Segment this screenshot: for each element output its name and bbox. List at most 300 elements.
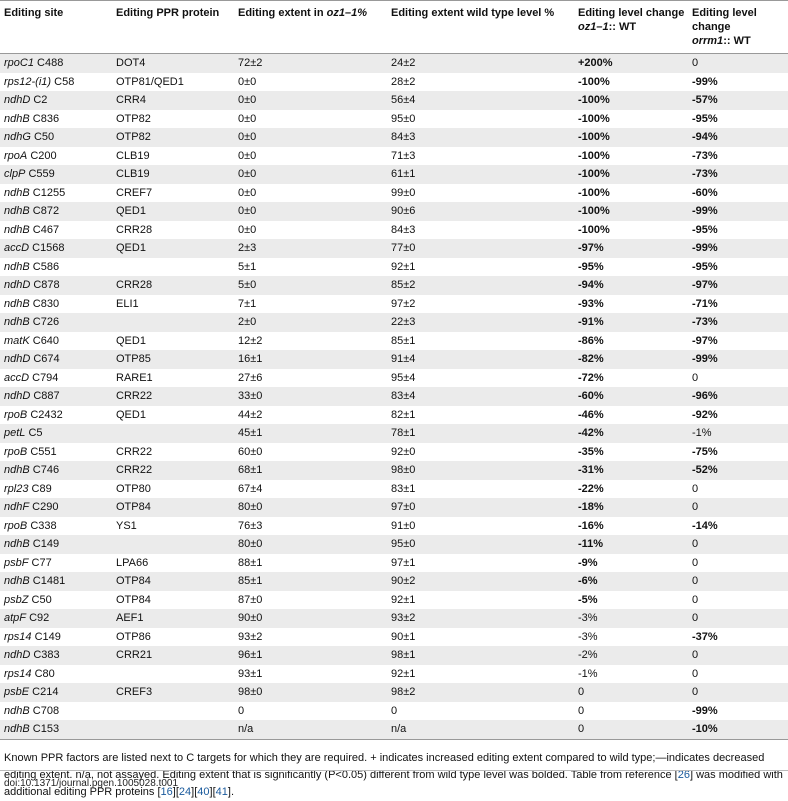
ppr-protein: CRR28 bbox=[116, 223, 153, 236]
cell-orrm-change bbox=[688, 609, 788, 628]
cell-editing-site bbox=[0, 480, 112, 499]
orrm-change-value: 0 bbox=[692, 612, 699, 624]
table-row bbox=[0, 91, 788, 110]
oz-change-value: 0 bbox=[578, 723, 585, 735]
cell-wt-extent bbox=[387, 628, 574, 647]
cell-orrm-change bbox=[688, 387, 788, 406]
footnote-text-2: ] was modified with additional editing PPR proteins [ bbox=[4, 768, 783, 798]
oz-extent-value: 0±0 bbox=[238, 149, 257, 162]
cell-wt-extent bbox=[387, 258, 574, 277]
table-row bbox=[0, 609, 788, 628]
orrm-change-value: -73% bbox=[692, 149, 718, 162]
cell-editing-site bbox=[0, 128, 112, 147]
gene-name: ndhB bbox=[4, 464, 30, 476]
table-row bbox=[0, 313, 788, 332]
ref-link[interactable]: 26 bbox=[677, 768, 690, 781]
table-row bbox=[0, 184, 788, 203]
header-oz-change-text: Editing level change bbox=[578, 7, 685, 19]
cell-oz-extent bbox=[234, 535, 387, 554]
cell-wt-extent bbox=[387, 128, 574, 147]
oz-extent-value: 80±0 bbox=[238, 501, 263, 513]
gene-name: ndhB bbox=[4, 186, 30, 199]
orrm-change-value: 0 bbox=[692, 667, 699, 680]
gene-name: rpoC1 bbox=[4, 57, 34, 69]
orrm-change-value: 0 bbox=[692, 501, 699, 513]
oz-change-value: -3% bbox=[578, 630, 598, 643]
orrm-change-value: 0 bbox=[692, 371, 699, 384]
ppr-protein: CRR22 bbox=[116, 390, 153, 402]
ref-link[interactable]: 40 bbox=[197, 785, 210, 798]
cell-wt-extent bbox=[387, 554, 574, 573]
ppr-protein: AEF1 bbox=[116, 612, 144, 624]
orrm-change-value: -14% bbox=[692, 519, 718, 532]
cell-orrm-change bbox=[688, 572, 788, 591]
wt-extent-value: 91±4 bbox=[391, 353, 416, 365]
gene-name: ndhB bbox=[4, 112, 30, 125]
ppr-protein: CRR22 bbox=[116, 464, 153, 476]
orrm-change-value: -95% bbox=[692, 112, 718, 125]
oz-extent-value: 2±0 bbox=[238, 316, 257, 328]
cell-ppr-protein bbox=[112, 110, 234, 129]
gene-name: psbZ bbox=[4, 593, 29, 606]
oz-extent-value: n/a bbox=[238, 723, 254, 735]
cell-oz-change bbox=[574, 461, 688, 480]
oz-extent-value: 80±0 bbox=[238, 538, 263, 550]
table-row bbox=[0, 54, 788, 73]
cell-editing-site bbox=[0, 332, 112, 351]
wt-extent-value: 61±1 bbox=[391, 168, 416, 180]
cell-wt-extent bbox=[387, 702, 574, 721]
cell-oz-extent bbox=[234, 572, 387, 591]
edit-position: C488 bbox=[37, 57, 64, 69]
cell-oz-extent bbox=[234, 720, 387, 739]
wt-extent-value: 93±2 bbox=[391, 612, 416, 624]
cell-wt-extent bbox=[387, 591, 574, 610]
orrm-change-value: 0 bbox=[692, 649, 699, 661]
cell-orrm-change bbox=[688, 332, 788, 351]
cell-oz-extent bbox=[234, 609, 387, 628]
edit-position: C887 bbox=[33, 390, 60, 402]
wt-extent-value: 91±0 bbox=[391, 519, 416, 532]
footnote-text-3: ]. bbox=[227, 785, 235, 798]
orrm-change-value: -99% bbox=[692, 242, 718, 254]
edit-position: C830 bbox=[32, 297, 60, 310]
cell-oz-change bbox=[574, 221, 688, 240]
oz-change-value: -95% bbox=[578, 260, 604, 273]
table-row bbox=[0, 554, 788, 573]
cell-ppr-protein bbox=[112, 554, 234, 573]
orrm-change-value: -99% bbox=[692, 704, 718, 717]
cell-oz-change bbox=[574, 165, 688, 184]
cell-orrm-change bbox=[688, 110, 788, 129]
header-editing-site: Editing site bbox=[0, 1, 112, 54]
table-row bbox=[0, 165, 788, 184]
edit-position: C214 bbox=[32, 686, 59, 698]
oz-extent-value: 93±1 bbox=[238, 667, 263, 680]
cell-editing-site bbox=[0, 665, 112, 684]
cell-wt-extent bbox=[387, 535, 574, 554]
header-oz-extent-text: Editing extent in bbox=[238, 7, 327, 19]
gene-name: rpl23 bbox=[4, 482, 29, 495]
edit-position: C1481 bbox=[32, 575, 66, 587]
wt-extent-value: 84±3 bbox=[391, 223, 416, 236]
orrm-change-value: -99% bbox=[692, 75, 718, 88]
cell-editing-site bbox=[0, 720, 112, 739]
cell-wt-extent bbox=[387, 332, 574, 351]
oz-change-value: -97% bbox=[578, 242, 604, 254]
table-row bbox=[0, 239, 788, 258]
orrm-change-value: -97% bbox=[692, 334, 718, 347]
cell-oz-change bbox=[574, 239, 688, 258]
table-row bbox=[0, 628, 788, 647]
edit-position: C338 bbox=[30, 519, 57, 532]
edit-position: C878 bbox=[33, 279, 60, 291]
cell-orrm-change bbox=[688, 702, 788, 721]
cell-wt-extent bbox=[387, 147, 574, 166]
cell-ppr-protein bbox=[112, 184, 234, 203]
cell-ppr-protein bbox=[112, 73, 234, 92]
edit-position: C467 bbox=[32, 223, 60, 236]
table-row bbox=[0, 202, 788, 221]
cell-wt-extent bbox=[387, 480, 574, 499]
cell-oz-extent bbox=[234, 165, 387, 184]
cell-oz-extent bbox=[234, 461, 387, 480]
cell-wt-extent bbox=[387, 406, 574, 425]
cell-oz-change bbox=[574, 91, 688, 110]
orrm-change-value: -94% bbox=[692, 131, 718, 143]
cell-editing-site bbox=[0, 572, 112, 591]
cell-wt-extent bbox=[387, 184, 574, 203]
oz-change-value: -100% bbox=[578, 75, 610, 88]
cell-wt-extent bbox=[387, 683, 574, 702]
wt-extent-value: 0 bbox=[391, 704, 398, 717]
ppr-protein: CREF3 bbox=[116, 686, 153, 698]
cell-oz-extent bbox=[234, 369, 387, 388]
cell-oz-change bbox=[574, 498, 688, 517]
table-row bbox=[0, 73, 788, 92]
cell-ppr-protein bbox=[112, 424, 234, 443]
cell-ppr-protein bbox=[112, 572, 234, 591]
gene-name: ndhB bbox=[4, 316, 30, 328]
cell-editing-site bbox=[0, 702, 112, 721]
cell-editing-site bbox=[0, 73, 112, 92]
orrm-change-value: 0 bbox=[692, 686, 699, 698]
table-row bbox=[0, 517, 788, 536]
cell-ppr-protein bbox=[112, 165, 234, 184]
gene-name: ndhD bbox=[4, 649, 31, 661]
cell-editing-site bbox=[0, 554, 112, 573]
ppr-protein: LPA66 bbox=[116, 556, 149, 569]
cell-oz-extent bbox=[234, 702, 387, 721]
edit-position: C640 bbox=[32, 334, 60, 347]
oz-extent-value: 45±1 bbox=[238, 427, 263, 439]
cell-oz-change bbox=[574, 147, 688, 166]
oz-extent-value: 85±1 bbox=[238, 575, 263, 587]
cell-oz-change bbox=[574, 184, 688, 203]
cell-orrm-change bbox=[688, 443, 788, 462]
oz-extent-value: 0±0 bbox=[238, 131, 257, 143]
cell-ppr-protein bbox=[112, 54, 234, 73]
cell-ppr-protein bbox=[112, 628, 234, 647]
orrm-change-value: -99% bbox=[692, 353, 718, 365]
cell-oz-change bbox=[574, 406, 688, 425]
gene-name: ndhB bbox=[4, 538, 30, 550]
orrm-change-value: -71% bbox=[692, 297, 718, 310]
ppr-protein: OTP86 bbox=[116, 630, 151, 643]
edit-position: C1255 bbox=[32, 186, 66, 199]
cell-oz-extent bbox=[234, 665, 387, 684]
ppr-protein: OTP85 bbox=[116, 353, 151, 365]
oz-change-value: -100% bbox=[578, 112, 610, 125]
orrm-change-value: -92% bbox=[692, 408, 718, 421]
cell-ppr-protein bbox=[112, 128, 234, 147]
cell-ppr-protein bbox=[112, 702, 234, 721]
cell-wt-extent bbox=[387, 665, 574, 684]
cell-oz-extent bbox=[234, 147, 387, 166]
cell-editing-site bbox=[0, 369, 112, 388]
cell-oz-change bbox=[574, 73, 688, 92]
cell-oz-extent bbox=[234, 276, 387, 295]
ppr-protein: DOT4 bbox=[116, 57, 146, 69]
oz-change-value: -31% bbox=[578, 464, 604, 476]
cell-oz-extent bbox=[234, 554, 387, 573]
oz-change-value: -100% bbox=[578, 149, 610, 162]
edit-position: C836 bbox=[32, 112, 60, 125]
oz-extent-value: 76±3 bbox=[238, 519, 263, 532]
cell-oz-extent bbox=[234, 54, 387, 73]
ppr-protein: OTP82 bbox=[116, 131, 151, 143]
cell-wt-extent bbox=[387, 424, 574, 443]
cell-oz-change bbox=[574, 572, 688, 591]
oz-change-value: -6% bbox=[578, 575, 598, 587]
edit-position: C559 bbox=[28, 168, 55, 180]
table-row bbox=[0, 480, 788, 499]
cell-ppr-protein bbox=[112, 609, 234, 628]
orrm-change-value: 0 bbox=[692, 57, 699, 69]
cell-oz-extent bbox=[234, 202, 387, 221]
ref-link[interactable]: 24 bbox=[178, 785, 192, 798]
oz-change-value: -82% bbox=[578, 353, 604, 365]
gene-name: rps12-(i1) bbox=[4, 75, 52, 88]
cell-orrm-change bbox=[688, 276, 788, 295]
orrm-change-value: -1% bbox=[692, 427, 712, 439]
cell-oz-change bbox=[574, 535, 688, 554]
gene-name: clpP bbox=[4, 168, 26, 180]
cell-wt-extent bbox=[387, 461, 574, 480]
edit-position: C2432 bbox=[30, 408, 63, 421]
cell-orrm-change bbox=[688, 350, 788, 369]
cell-editing-site bbox=[0, 91, 112, 110]
wt-extent-value: 83±4 bbox=[391, 390, 416, 402]
wt-extent-value: 83±1 bbox=[391, 482, 416, 495]
cell-editing-site bbox=[0, 517, 112, 536]
cell-editing-site bbox=[0, 683, 112, 702]
table-row bbox=[0, 258, 788, 277]
ppr-protein: CRR22 bbox=[116, 445, 153, 458]
wt-extent-value: 77±0 bbox=[391, 242, 416, 254]
cell-oz-change bbox=[574, 313, 688, 332]
cell-oz-extent bbox=[234, 128, 387, 147]
gene-name: ndhD bbox=[4, 94, 31, 106]
wt-extent-value: 78±1 bbox=[391, 427, 416, 439]
cell-oz-extent bbox=[234, 258, 387, 277]
cell-editing-site bbox=[0, 406, 112, 425]
oz-extent-value: 0±0 bbox=[238, 205, 257, 217]
ppr-protein: YS1 bbox=[116, 519, 137, 532]
header-oz-extent-genotype: oz1–1% bbox=[326, 7, 367, 19]
orrm-change-value: -73% bbox=[692, 316, 718, 328]
header-wt-extent: Editing extent wild type level % bbox=[387, 1, 574, 54]
cell-oz-change bbox=[574, 369, 688, 388]
wt-extent-value: 98±0 bbox=[391, 464, 416, 476]
wt-extent-value: 92±1 bbox=[391, 260, 416, 273]
edit-position: C149 bbox=[32, 538, 60, 550]
ppr-protein: QED1 bbox=[116, 242, 146, 254]
gene-name: ndhB bbox=[4, 260, 30, 273]
oz-change-value: -22% bbox=[578, 482, 604, 495]
cell-editing-site bbox=[0, 628, 112, 647]
oz-change-value: -42% bbox=[578, 427, 604, 439]
cell-editing-site bbox=[0, 498, 112, 517]
orrm-change-value: -10% bbox=[692, 723, 718, 735]
wt-extent-value: 85±2 bbox=[391, 279, 416, 291]
edit-position: C551 bbox=[30, 445, 57, 458]
wt-extent-value: 85±1 bbox=[391, 334, 416, 347]
oz-extent-value: 93±2 bbox=[238, 630, 263, 643]
oz-change-value: -9% bbox=[578, 556, 598, 569]
cell-wt-extent bbox=[387, 313, 574, 332]
edit-position: C153 bbox=[32, 723, 60, 735]
cell-orrm-change bbox=[688, 313, 788, 332]
oz-change-value: -60% bbox=[578, 390, 604, 402]
edit-position: C708 bbox=[32, 704, 60, 717]
cell-oz-change bbox=[574, 665, 688, 684]
cell-orrm-change bbox=[688, 406, 788, 425]
gene-name: ndhB bbox=[4, 205, 30, 217]
cell-oz-change bbox=[574, 202, 688, 221]
gene-name: rpoA bbox=[4, 149, 28, 162]
cell-orrm-change bbox=[688, 665, 788, 684]
ppr-protein: OTP82 bbox=[116, 112, 151, 125]
cell-wt-extent bbox=[387, 646, 574, 665]
cell-oz-extent bbox=[234, 295, 387, 314]
table-row bbox=[0, 702, 788, 721]
cell-orrm-change bbox=[688, 517, 788, 536]
table-row bbox=[0, 443, 788, 462]
cell-orrm-change bbox=[688, 498, 788, 517]
oz-extent-value: 0±0 bbox=[238, 186, 257, 199]
oz-extent-value: 27±6 bbox=[238, 371, 263, 384]
ppr-protein: OTP81/QED1 bbox=[116, 75, 184, 88]
wt-extent-value: 97±2 bbox=[391, 297, 416, 310]
cell-wt-extent bbox=[387, 110, 574, 129]
cell-editing-site bbox=[0, 147, 112, 166]
gene-name: rps14 bbox=[4, 667, 32, 680]
cell-oz-extent bbox=[234, 517, 387, 536]
orrm-change-value: 0 bbox=[692, 593, 699, 606]
gene-name: ndhD bbox=[4, 390, 31, 402]
table-row bbox=[0, 350, 788, 369]
cell-ppr-protein bbox=[112, 221, 234, 240]
header-oz-change-genotype: oz1–1 bbox=[578, 21, 609, 33]
cell-orrm-change bbox=[688, 720, 788, 739]
table-row bbox=[0, 295, 788, 314]
header-oz-change bbox=[574, 1, 688, 54]
cell-editing-site bbox=[0, 221, 112, 240]
ref-link[interactable]: 16 bbox=[160, 785, 173, 798]
orrm-change-value: -95% bbox=[692, 223, 718, 236]
cell-oz-extent bbox=[234, 443, 387, 462]
table-row bbox=[0, 683, 788, 702]
edit-position: C200 bbox=[30, 149, 57, 162]
ppr-protein: QED1 bbox=[116, 334, 146, 347]
wt-extent-value: 28±2 bbox=[391, 75, 416, 88]
cell-wt-extent bbox=[387, 239, 574, 258]
ref-link[interactable]: 41 bbox=[215, 785, 228, 798]
cell-ppr-protein bbox=[112, 498, 234, 517]
wt-extent-value: n/a bbox=[391, 723, 407, 735]
gene-name: rps14 bbox=[4, 630, 32, 643]
gene-name: ndhB bbox=[4, 575, 30, 587]
cell-editing-site bbox=[0, 646, 112, 665]
cell-oz-extent bbox=[234, 628, 387, 647]
cell-orrm-change bbox=[688, 128, 788, 147]
wt-extent-value: 82±1 bbox=[391, 408, 416, 421]
header-orrm-change-genotype: orrm1 bbox=[692, 35, 724, 47]
cell-ppr-protein bbox=[112, 147, 234, 166]
gene-name: accD bbox=[4, 242, 30, 254]
ppr-protein: CRR21 bbox=[116, 649, 153, 661]
oz-change-value: 0 bbox=[578, 686, 585, 698]
oz-extent-value: 68±1 bbox=[238, 464, 263, 476]
cell-ppr-protein bbox=[112, 387, 234, 406]
oz-extent-value: 2±3 bbox=[238, 242, 257, 254]
ppr-protein: OTP84 bbox=[116, 593, 151, 606]
oz-extent-value: 88±1 bbox=[238, 556, 263, 569]
wt-extent-value: 90±1 bbox=[391, 630, 416, 643]
ppr-protein: QED1 bbox=[116, 408, 146, 421]
orrm-change-value: -37% bbox=[692, 630, 718, 643]
cell-editing-site bbox=[0, 165, 112, 184]
cell-editing-site bbox=[0, 387, 112, 406]
cell-ppr-protein bbox=[112, 202, 234, 221]
oz-extent-value: 0±0 bbox=[238, 75, 257, 88]
table-row bbox=[0, 387, 788, 406]
cell-ppr-protein bbox=[112, 369, 234, 388]
wt-extent-value: 24±2 bbox=[391, 57, 416, 69]
cell-oz-change bbox=[574, 110, 688, 129]
oz-change-value: -35% bbox=[578, 445, 604, 458]
edit-position: C2 bbox=[33, 94, 48, 106]
cell-editing-site bbox=[0, 461, 112, 480]
ppr-protein: CRR28 bbox=[116, 279, 153, 291]
edit-position: C872 bbox=[32, 205, 60, 217]
oz-extent-value: 16±1 bbox=[238, 353, 263, 365]
cell-oz-change bbox=[574, 295, 688, 314]
oz-change-value: -100% bbox=[578, 223, 610, 236]
cell-orrm-change bbox=[688, 184, 788, 203]
table-row bbox=[0, 221, 788, 240]
cell-oz-change bbox=[574, 702, 688, 721]
cell-wt-extent bbox=[387, 295, 574, 314]
cell-orrm-change bbox=[688, 165, 788, 184]
gene-name: rpoB bbox=[4, 445, 28, 458]
footnote-text-1: Known PPR factors are listed next to C targets for which they are required. + indicates increased editing extent compared to wild type;—indicates decreased editing extent. n/a, not assayed. Editing extent that is significantly (P<0.05) different from wild type level was bolded. Table from reference [ bbox=[4, 751, 765, 781]
ppr-protein: QED1 bbox=[116, 205, 146, 217]
table-body bbox=[0, 54, 788, 740]
ppr-protein: OTP84 bbox=[116, 575, 151, 587]
cell-orrm-change bbox=[688, 295, 788, 314]
